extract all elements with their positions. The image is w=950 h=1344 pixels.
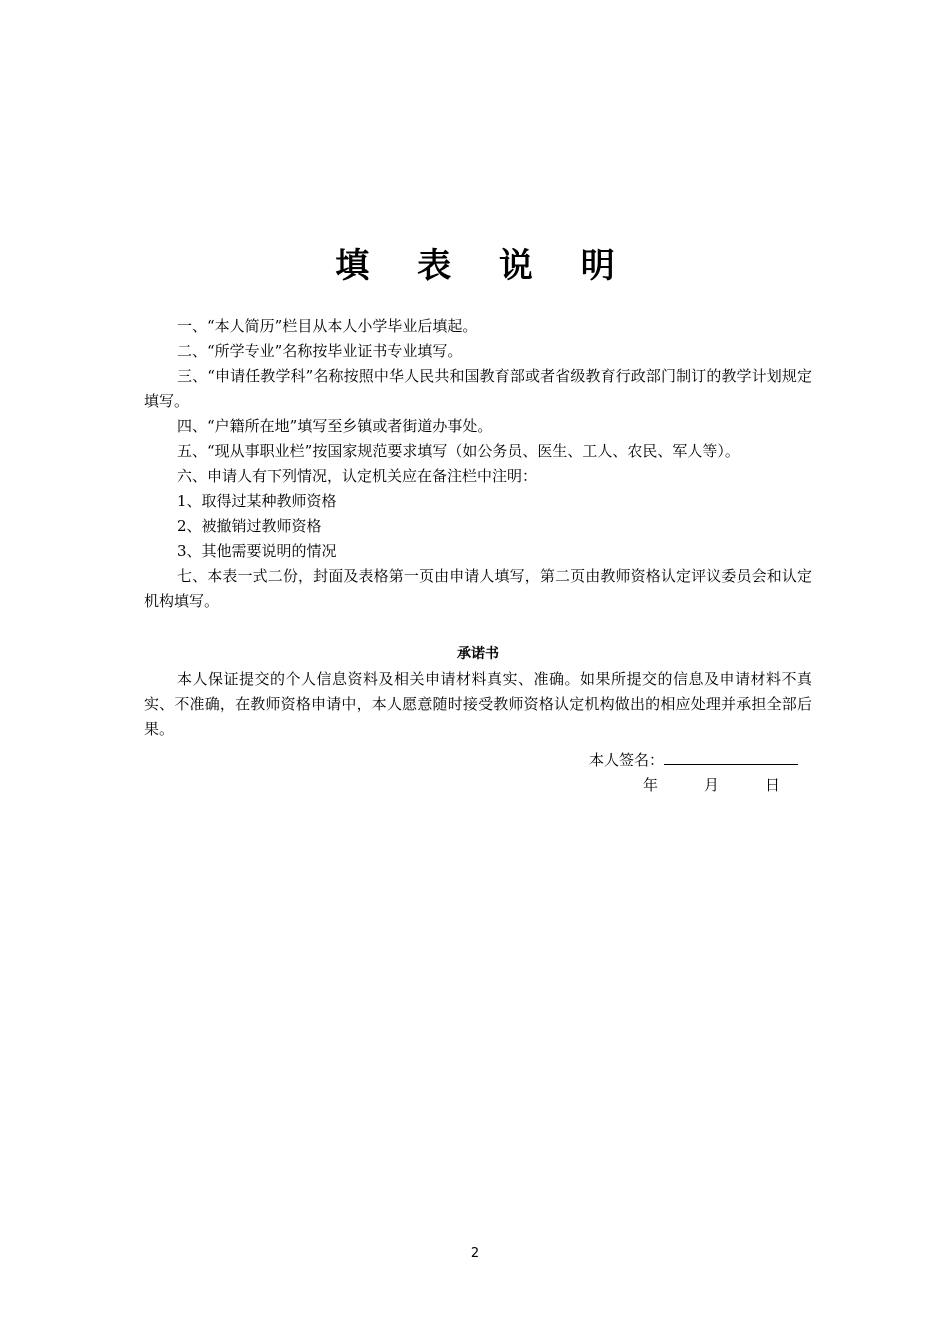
date-row (144, 773, 812, 798)
date-day-label: 日 (764, 776, 780, 794)
date-year-label: 年 (642, 776, 658, 794)
instruction-3: 三、“申请任教学科”名称按照中华人民共和国教育部或者省级教育行政部门制订的教学计划规定填写。 (144, 367, 812, 410)
signature-line[interactable] (664, 749, 798, 765)
date-month-label: 月 (703, 776, 719, 794)
instruction-7: 七、本表一式二份，封面及表格第一页由申请人填写，第二页由教师资格认定评议委员会和认定机构填写。 (144, 567, 812, 610)
instructions-body (144, 314, 812, 798)
instruction-5: 五、“现从事职业栏”按国家规范要求填写（如公务员、医生、工人、农民、军人等）。 (177, 442, 740, 460)
page-number: 2 (470, 1246, 480, 1261)
instruction-4: 四、“户籍所在地”填写至乡镇或者街道办事处。 (177, 417, 493, 435)
sub-item-2: 2、被撤销过教师资格 (177, 517, 322, 535)
pledge-text: 本人保证提交的个人信息资料及相关申请材料真实、准确。如果所提交的信息及申请材料不真实、不准确，在教师资格申请中，本人愿意随时接受教师资格认定机构做出的相应处理并承担全部后果。 (144, 670, 812, 738)
instruction-6: 六、申请人有下列情况，认定机关应在备注栏中注明： (177, 467, 538, 485)
sub-item-1: 1、取得过某种教师资格 (177, 492, 337, 510)
signature-label: 本人签名： (588, 751, 664, 769)
instruction-2: 二、“所学专业”名称按毕业证书专业填写。 (177, 342, 463, 360)
sub-item-3: 3、其他需要说明的情况 (177, 542, 337, 560)
pledge-title: 承诺书 (457, 646, 499, 662)
signature-row (144, 748, 812, 773)
page-title: 填 表 说 明 (335, 246, 633, 286)
instruction-1: 一、“本人简历”栏目从本人小学毕业后填起。 (177, 317, 478, 335)
